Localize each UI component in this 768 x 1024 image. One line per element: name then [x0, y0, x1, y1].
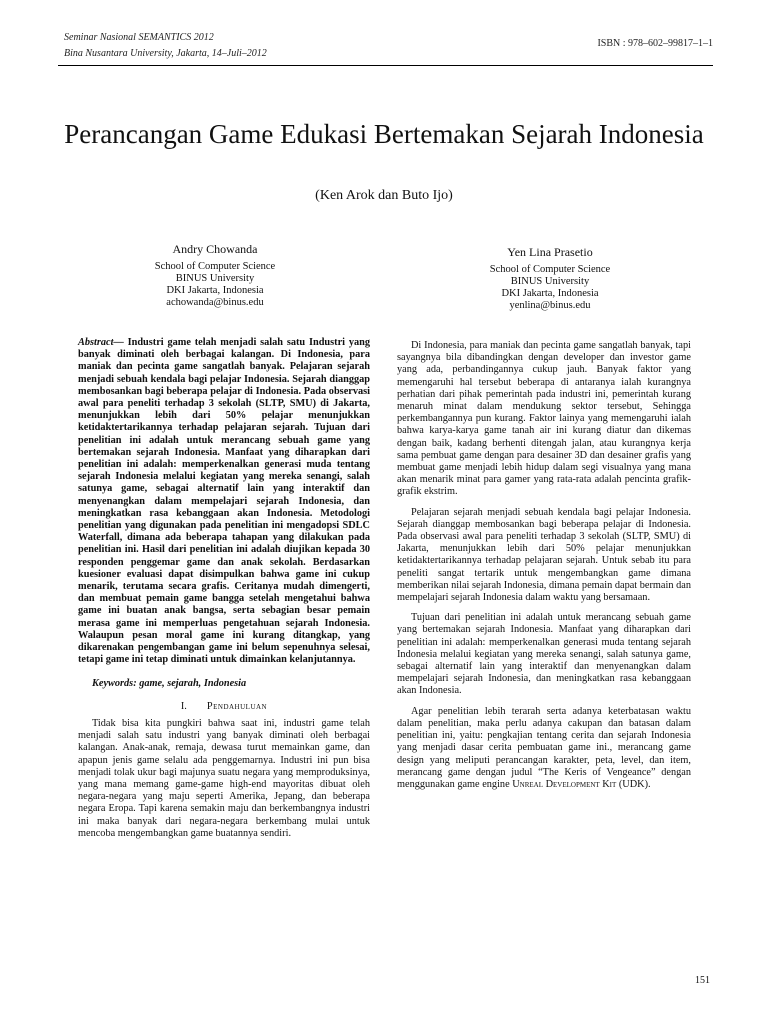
- right-column: [397, 340, 691, 799]
- engine-name: Unreal Development Kit: [512, 778, 617, 790]
- author-block-2: [420, 246, 680, 312]
- abstract: [78, 337, 370, 666]
- paper-title: Perancangan Game Edukasi Bertemakan Sejarah Indonesia: [64, 119, 704, 149]
- body-paragraph: Di Indonesia, para maniak dan pecinta game sangatlah banyak, tapi sayangnya bila dibandingkan dengan developer dan investor game yang ada, perbandingannya cukup jauh. Banyak faktor yang memengaruhi hal tersebut beberapa di antaranya ialah kurangnya perhatian dari pihak pemerintah pada industri ini, pemerintah kurang menaruh minat dalam mendukung sektor tersebut, Sehingga perkembangannya pun kurang. Faktor lainya yang memengaruhi ialah bahwa karya-karya game tanah air ini kurang diatur dan dikemas dengan baik, kadang berhenti ditengah jalan, atau kurangnya kerja sama pembuat game dengan para desainer 3D dan desainer grafis yang membuat game menjadi lebih hidup dalam segi visualnya yang mana akan menarik minat para gamer yang rata-rata adalah pencinta grafik-grafik ekstrim.: [397, 340, 691, 498]
- body-paragraph: Tujuan dari penelitian ini adalah untuk merancang sebuah game yang bertemakan sejarah Indonesia. Manfaat yang diharapkan dari penelitian ini adalah: memperkenalkan generasi muda tentang sejarah Indonesia melalui kegiatan yang mereka senangi, salah satunya game, sebagai alternatif lain yang interaktif dan menyenangkan dalam mempelajari sejarah Indonesia, dan meningkatkan rasa kebanggaan akan Indonesia.: [397, 612, 691, 697]
- page-number: 151: [695, 975, 710, 986]
- author-email: yenlina@binus.edu: [509, 300, 591, 311]
- author-affiliation: School of Computer Science: [154, 261, 276, 272]
- keywords: Keywords: game, sejarah, Indonesia: [92, 678, 247, 690]
- author-block-1: [90, 243, 340, 309]
- paragraph-text: Agar penelitian lebih terarah serta adanya keterbatasan waktu dalam penelitian, maka perlu adanya cakupan dan batasan dalam penelitian ini, yaitu: pengkajian tentang cerita dan sejarah Indonesia yang menjadi dasar cerita pembuatan game ini., merancang game design yang meliputi perancangan karakter, peta, level, dan item, merancang game dengan judul “The Keris of Vengeance” dengan menggunakan game engine: [397, 705, 691, 790]
- section-heading: [78, 701, 370, 713]
- conference-venue: Bina Nusantara University, Jakarta, 14–Juli–2012: [64, 48, 267, 59]
- conference-name: Seminar Nasional SEMANTICS 2012: [64, 32, 214, 43]
- running-header: [64, 30, 267, 62]
- author-university: BINUS University: [175, 273, 255, 284]
- paper-subtitle: (Ken Arok dan Buto Ijo): [315, 188, 453, 203]
- header-rule: [58, 65, 713, 66]
- abstract-text: Industri game telah menjadi salah satu Industri yang banyak diminati oleh berbagai kalangan. Di Indonesia, para maniak dan pecinta game sangatlah banyak. Pelajaran sejarah menjadi sebuah kendala bagi pelajar Indonesia. Sejarah dianggap membosankan bagi beberapa pelajar di Indonesia. Pada observasi awal para peneliti terhadap 3 sekolah (SLTP, SMU) di Jakarta, menunjukkan lebih dari 50% pelajar menunjukkan ketidaktertarikannya terhadap pelajaran sejarah. Tujuan dari penelitian ini adalah untuk merancang sebuah game yang bertemakan sejarah Indonesia. Manfaat yang diharapkan dari penelitian ini adalah: memperkenalkan generasi muda tentang sejarah Indonesia melalui kegiatan yang mereka senangi, salah satunya game, sebagai alternatif lain yang interaktif dan menyenangkan dalam mempelajari sejarah Indonesia, dan meningkatkan rasa kebanggaan akan Indonesia. Metodologi penelitian yang digunakan pada penelitian ini mengadopsi SDLC Waterfall, dimana ada beberapa tahapan yang dilakukan pada penelitian ini. Hasil dari penelitian ini adalah diujikan kepada 30 responden penggemar game dan anak sekolah. Berdasarkan kuesioner evaluasi dapat disimpulkan bahwa game ini cukup menarik, terutama secara grafis. Ceritanya mudah dimengerti, dan membuat pemain game bangga setelah mengetahui bahwa game ini buatan anak bangsa, serta sebagian besar pemain merasa game ini memperluas pengetahuan sejarah Indonesia. Walaupun pesan moral game ini kurang ditangkap, yang dikarenakan pengembangan game ini belum sepenuhnya selesai, tetapi game ini tetap diminati untuk dimainkan kelanjutannya.: [78, 337, 370, 666]
- section-title: Pendahuluan: [206, 700, 268, 712]
- paragraph-tail: (UDK).: [616, 778, 651, 790]
- abstract-label: Abstract—: [78, 337, 124, 348]
- left-column: [78, 337, 370, 848]
- body-paragraph-last: [397, 706, 691, 791]
- body-paragraph: Pelajaran sejarah menjadi sebuah kendala bagi pelajar Indonesia. Sejarah dianggap membosankan bagi beberapa pelajar di Indonesia. Pada observasi awal para peneliti terhadap 3 sekolah (SLTP, SMU) di Jakarta, menunjukkan lebih dari 50% pelajar menunjukkan ketidaktertarikannya terhadap pelajaran sejarah. Untuk sebab itu para peneliti sangat tertarik untuk mengembangkan game dimana memberikan nilai sejarah Indonesia, dimana pemain dapat bermain dan mempelajari sejarah Indonesia dalam waktu yang bersamaan.: [397, 506, 691, 604]
- author-university: BINUS University: [510, 276, 590, 287]
- author-location: DKI Jakarta, Indonesia: [501, 288, 599, 299]
- section-number: I.: [180, 700, 187, 712]
- author-name: Andry Chowanda: [172, 242, 258, 256]
- author-email: achowanda@binus.edu: [166, 297, 264, 308]
- author-name: Yen Lina Prasetio: [507, 245, 593, 259]
- body-paragraph: Tidak bisa kita pungkiri bahwa saat ini, industri game telah menjadi salah satu industri yang banyak diminati oleh berbagai kalangan. Anak-anak, remaja, dewasa turut memainkan game, dan apapun jenis game selalu ada penggemarnya. Industri ini pun bisa menjadi tolak ukur bagi majunya suatu negara yang memproduksinya, yang mana memang game-game high-end mayoritas dibuat oleh negara-negara yang maju seperti Amerika, Jepang, dan beberapa negara Eropa. Tapi karena semakin maju dan berkembangnya industri ini maka banyak dari negara-negara berkembang mulai untuk mencoba mengembangkan game buatannya sendiri.: [78, 717, 370, 839]
- author-affiliation: School of Computer Science: [489, 264, 611, 275]
- isbn: ISBN : 978–602–99817–1–1: [597, 38, 713, 49]
- author-location: DKI Jakarta, Indonesia: [166, 285, 264, 296]
